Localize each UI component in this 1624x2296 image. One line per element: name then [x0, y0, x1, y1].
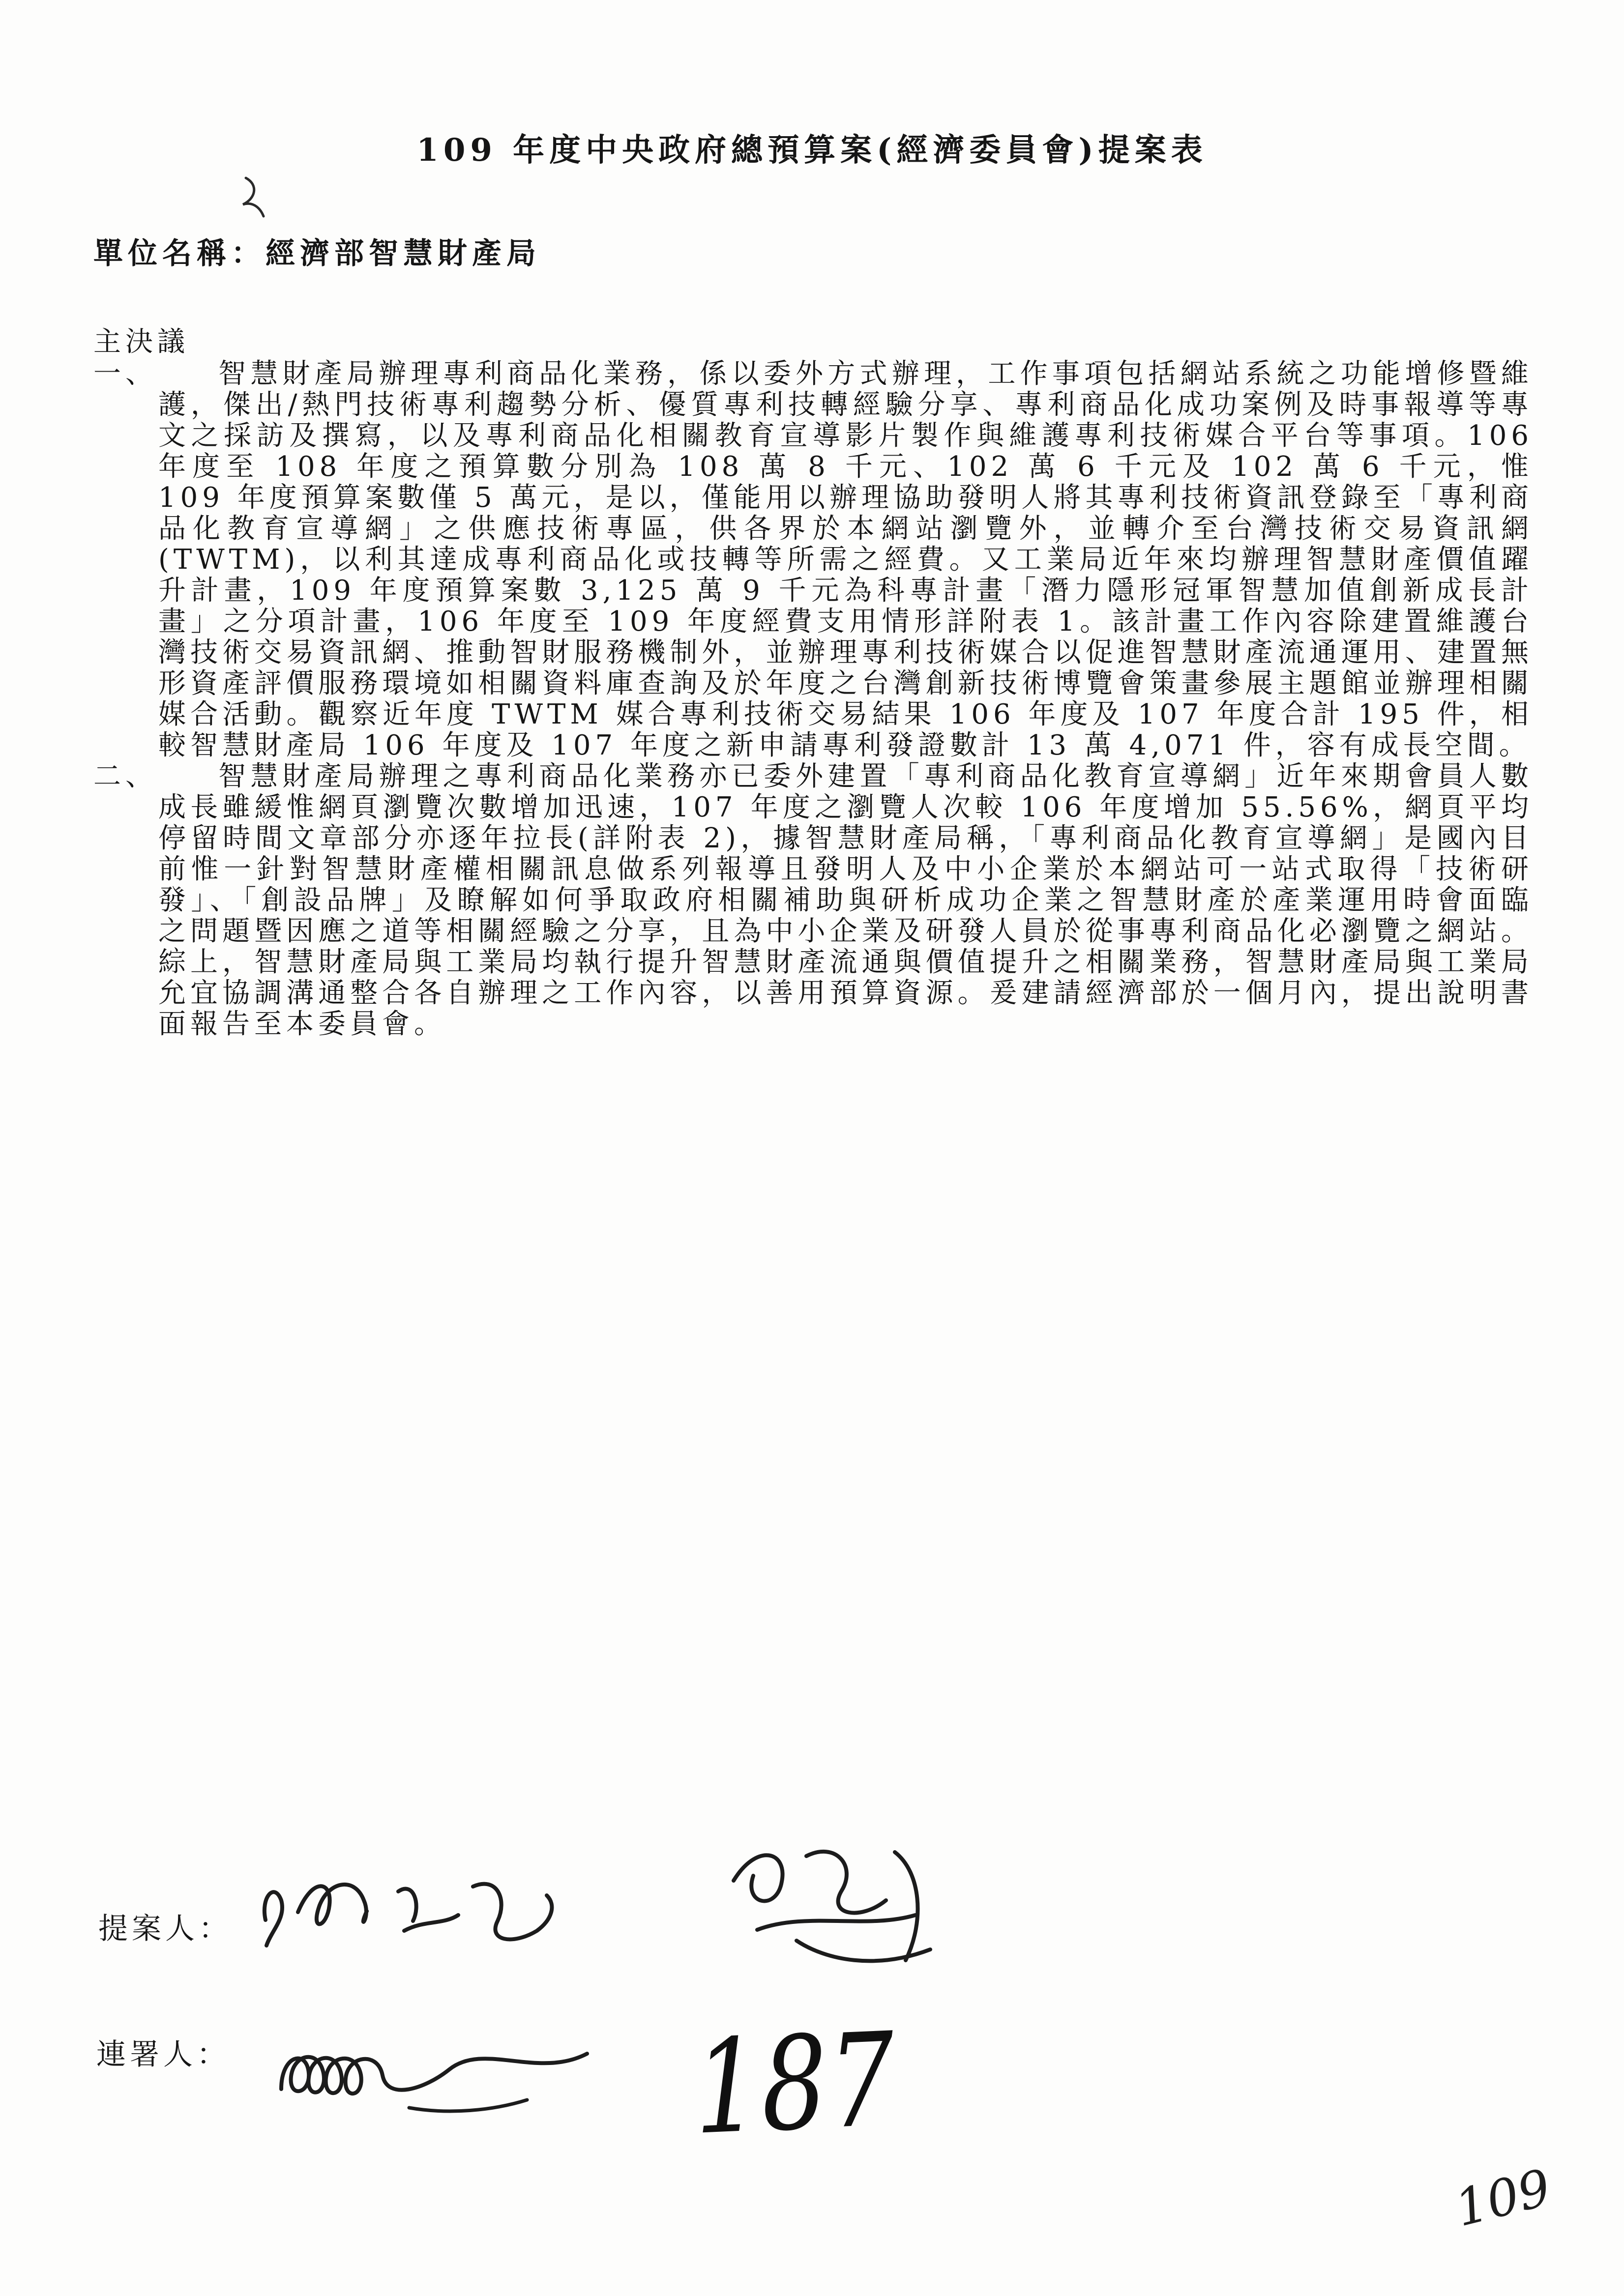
item-1-label: 一、 — [93, 358, 157, 390]
resolution-heading: 主決議 — [93, 326, 189, 358]
unit-name: 單位名稱：經濟部智慧財產局 — [93, 236, 541, 271]
item-2-text: 智慧財產局辦理之專利商品化業務亦已委外建置「專利商品化教育宣導網」近年來期會員人數成長雖緩惟網頁瀏覽次數增加迅速，107 年度之瀏覽人次較 106 年度增加 55.56%，網頁平均停留時間文章部分亦逐年拉長(詳附表 2)，據智慧財產局稱，「專利商品化教育宣導網」是國內目前惟一針對智慧財產權相關訊息做系列報導且發明人及中小企業於本網站可一站式取得「技術研發」、「創設品牌」及瞭解如何爭取政府相關補助與研析成功企業之智慧財產於產業運用時會面臨之問題暨因應之道等相關經驗之分享，且為中小企業及研發人員於從事專利商品化必瀏覽之網站。綜上，智慧財產局與工業局均執行提升智慧財產流通與價值提升之相關業務，智慧財產局與工業局允宜協調溝通整合各自辦理之工作內容，以善用預算資源。爰建請經濟部於一個月內，提出說明書面報告至本委員會。 — [158, 760, 1533, 1040]
resolution-item-2 — [93, 761, 1533, 1040]
proposer-signature — [251, 1846, 565, 1974]
resolution-item-1 — [93, 358, 1533, 761]
handwritten-page-number: 187 — [692, 2005, 898, 2163]
document-title: 109 年度中央政府總預算案(經濟委員會)提案表 — [416, 132, 1208, 169]
cosigner-signature — [262, 1995, 606, 2127]
corner-page-number: 109 — [1449, 2158, 1557, 2238]
item-1-text: 智慧財產局辦理專利商品化業務，係以委外方式辦理，工作事項包括網站系統之功能增修暨維護，傑出/熱門技術專利趨勢分析、優質專利技轉經驗分享、專利商品化成功案例及時事報導等專文之採訪及撰寫，以及專利商品化相關教育宣導影片製作與維護專利技術媒合平台等事項。106 年度至 108 年度之預算數分別為 108 萬 8 千元、102 萬 6 千元及 102 萬 6 千元，惟 109 年度預算案數僅 5 萬元，是以，僅能用以辦理協助發明人將其專利技術資訊登錄至「專利商品化教育宣導網」之供應技術專區，供各界於本網站瀏覽外，並轉介至台灣技術交易資訊網(TWTM)，以利其達成專利商品化或技轉等所需之經費。又工業局近年來均辦理智慧財產價值躍升計畫，109 年度預算案數 3,125 萬 9 千元為科專計畫「潛力隱形冠軍智慧加值創新成長計畫」之分項計畫，106 年度至 109 年度經費支用情形詳附表 1。該計畫工作內容除建置維護台灣技術交易資訊網、推動智財服務機制外，並辦理專利技術媒合以促進智慧財產流通運用、建置無形資產評價服務環境如相關資料庫查詢及於年度之台灣創新技術博覽會策畫參展主題館並辦理相關媒合活動。觀察近年度 TWTM 媒合專利技術交易結果 106 年度及 107 年度合計 195 件，相較智慧財產局 106 年度及 107 年度之新申請專利發證數計 13 萬 4,071 件，容有成長空間。 — [158, 358, 1533, 761]
proposer-label: 提案人： — [98, 1912, 232, 1946]
second-proposer-signature — [698, 1822, 974, 1989]
resolution-body — [93, 326, 1533, 1040]
item-2-label: 二、 — [93, 760, 157, 792]
handwritten-check-mark — [230, 173, 269, 222]
cosigner-label: 連署人： — [96, 2037, 230, 2072]
